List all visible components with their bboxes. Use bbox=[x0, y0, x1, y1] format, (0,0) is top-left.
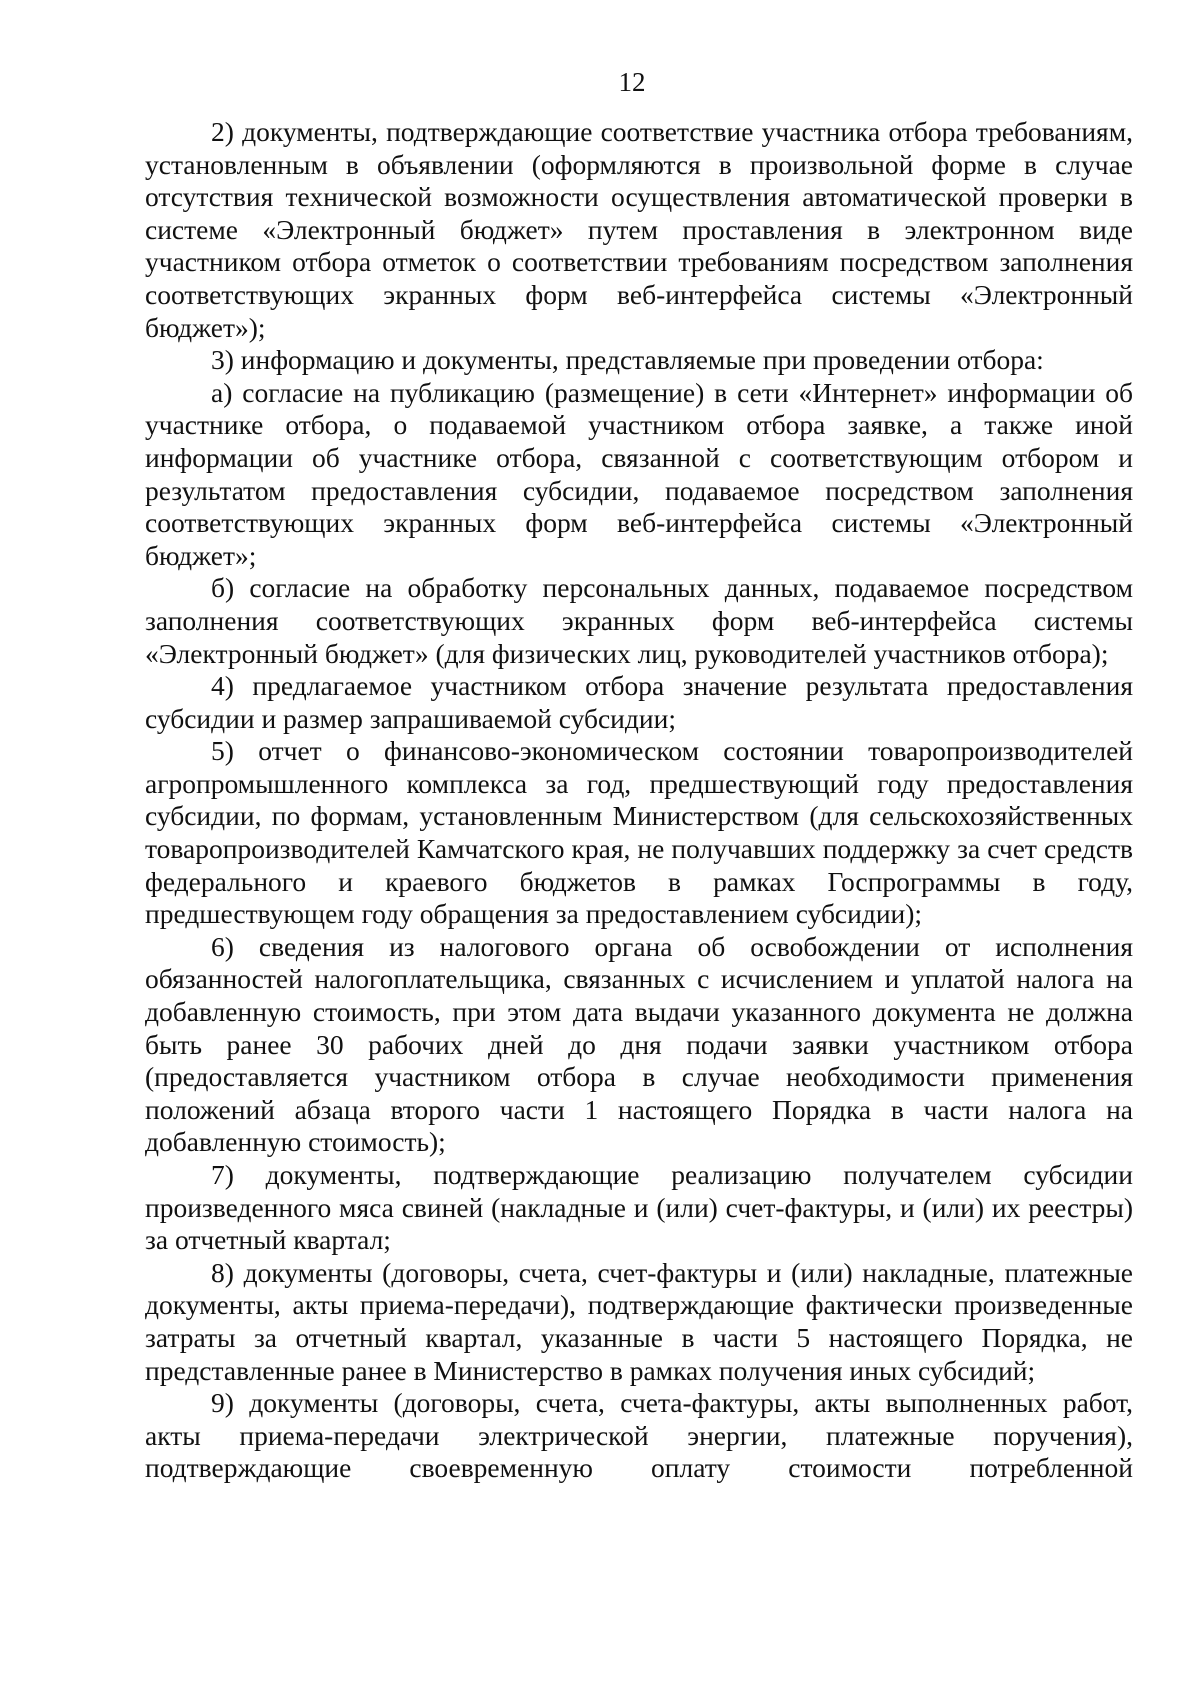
paragraph-item-5: 5) отчет о финансово-экономическом состоянии товаропроизводителей агропромышленного комплекса за год, предшествующий году предоставления субсидии, по формам, установленным Министерством (для сельскохозяйственных товаропроизводителей Камчатского края, не получавших поддержку за счет средств федерального и краевого бюджетов в рамках Госпрограммы в году, предшествующем году обращения за предоставлением субсидии); bbox=[145, 735, 1133, 930]
paragraph-subitem-a: а) согласие на публикацию (размещение) в сети «Интернет» информации об участнике отбора, о подаваемой участником отбора заявке, а также иной информации об участнике отбора, связанной с соответствующим отбором и результатом предоставления субсидии, подаваемое посредством заполнения соответствующих экранных форм веб-интерфейса системы «Электронный бюджет»; bbox=[145, 376, 1133, 571]
paragraph-subitem-b: б) согласие на обработку персональных данных, подаваемое посредством заполнения соответствующих экранных форм веб-интерфейса системы «Электронный бюджет» (для физических лиц, руководителей участников отбора); bbox=[145, 572, 1133, 669]
paragraph-item-6: 6) сведения из налогового органа об освобождении от исполнения обязанностей налогоплательщика, связанных с исчислением и уплатой налога на добавленную стоимость, при этом дата выдачи указанного документа не должна быть ранее 30 рабочих дней до дня подачи заявки участником отбора (предоставляется участником отбора в случае необходимости применения положений абзаца второго части 1 настоящего Порядка в части налога на добавленную стоимость); bbox=[145, 930, 1133, 1158]
page-number: 12 bbox=[618, 67, 646, 97]
paragraph-item-4: 4) предлагаемое участником отбора значение результата предоставления субсидии и размер запрашиваемой субсидии; bbox=[145, 670, 1133, 734]
paragraph-item-3: 3) информацию и документы, представляемые при проведении отбора: bbox=[211, 344, 1044, 376]
paragraph-item-8: 8) документы (договоры, счета, счет-фактуры и (или) накладные, платежные документы, акты приема-передачи), подтверждающие фактически произведенные затраты за отчетный квартал, указанные в части 5 настоящего Порядка, не представленные ранее в Министерство в рамках получения иных субсидий; bbox=[145, 1256, 1133, 1386]
paragraph-item-2: 2) документы, подтверждающие соответствие участника отбора требованиям, установленным в объявлении (оформляются в произвольной форме в случае отсутствия технической возможности осуществления автоматической проверки в системе «Электронный бюджет» путем проставления в электронном виде участником отбора отметок о соответствии требованиям посредством заполнения соответствующих экранных форм веб-интерфейса системы «Электронный бюджет»); bbox=[145, 116, 1133, 343]
paragraph-item-7: 7) документы, подтверждающие реализацию получателем субсидии произведенного мяса свиней (накладные и (или) счет-фактуры, и (или) их реестры) за отчетный квартал; bbox=[145, 1159, 1133, 1256]
document-body bbox=[145, 116, 1133, 1485]
paragraph-item-9: 9) документы (договоры, счета, счета-фактуры, акты выполненных работ, акты приема-передачи электрической энергии, платежные поручения), подтверждающие своевременную оплату стоимости потребленной bbox=[145, 1387, 1133, 1484]
